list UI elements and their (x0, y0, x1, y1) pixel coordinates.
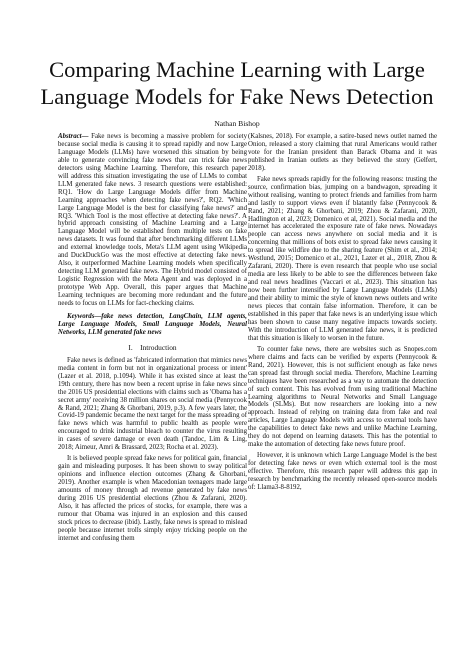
paper-title: Comparing Machine Learning with Large Language Models for Fake News Detection (40, 57, 434, 109)
abstract-label: Abstract— (58, 133, 89, 140)
keywords (58, 313, 247, 337)
paper-author: Nathan Bishop (214, 119, 260, 128)
keywords-text: fake news detection, LangChain, LLM agents, Large Language Models, Small Language Models, Neural Networks, LLM generated fake news (58, 312, 247, 336)
abstract (58, 133, 247, 308)
body-paragraph: (Kalsnes, 2018). For example, a satire-based news outlet named the Onion, released a story claiming that rural Americans would rather vote for the Iranian president than Barack Obama and it was published in Iranian outlets as they believed the story (Gelfert, 2018). (248, 133, 437, 172)
section-heading-introduction: I. Introduction (128, 342, 177, 352)
body-paragraph: Fake news is defined as 'fabricated information that mimics news media content in form but not in organizational process or intent' (Lazer et al. 2018, p.1094). While it has existed since at least the 19th century, there has now been a recent uprise in fake news since the 2016 US presidential elections with claims such as 'Obama has a secret army' receiving 38 million shares on social media (Pennycook & Rand, 2021; Zhang & Ghorbani, 2019, p.3). A few years later, the Covid-19 pandemic became the next target for the mass spreading of fake news which was harmful to public health as people were encouraged to drink industrial bleach to counter the virus resulting in cases of severe damage or even death (Tandoc, Lim & Ling, 2018; Aimeur, Amri & Brassard, 2023; Rocha et al. 2023). (58, 356, 247, 452)
keywords-label: Keywords— (67, 312, 102, 320)
body-paragraph: It is believed people spread fake news for political gain, financial gain and misleading purposes. It has been shown to sway political opinions and influence election outcomes (Zhang & Ghorbani, 2019). Another example is when Macedonian teenagers made large amounts of money through ad revenue generated by fake news during 2016 US presidential elections (Zhou & Zafarani, 2020). Also, it has affected the prices of stocks, for example, there was a rumour that Obama was injured in an explosion and this caused stock prices to decrease (ibid). Lastly, fake news is spread to mislead people because internet trolls simply enjoy tricking people on the internet and confusing them (58, 455, 247, 542)
body-paragraph: However, it is unknown which Large Language Model is the best for detecting fake news or even which external tool is the most effective. Therefore, this research paper will address this gap in research by benchmarking the recently released open-source models of: Llama3-8-8192, (248, 452, 437, 491)
body-paragraph: Fake news spreads rapidly for the following reasons: trusting the source, confirmation bias, jumping on a bandwagon, spreading it without realising, wanting to protect friends and families from harm and lastly to support views even if blatantly false (Pennycook & Rand, 2021; Zhang & Ghorbani, 2019; Zhou & Zafarani, 2020, Hadlington et al, 2023; Domenico et al, 2021). Social media and the internet has accelerated the exposure rate of fake news. Nowadays people can access news anywhere on social media and it is concerning that millions of bots exist to spread fake news causing it to spread like wildfire due to the sharing feature (Shim et al., 2014; Westlund, 2015; Domenico et al., 2021, Lazer et al., 2018, Zhou & Zafarani, 2020). There is even research that people who use social media are less likely to be able to see the differences between fake and real news headlines (Vaccari et al., 2023). This situation has now been further intensified by Large Language Models (LLMs) and their ability to mimic the style of known news outlets and write news pieces that contain false information. Therefore, it can be established in this paper that fake news is an underlying issue which has been shown to cause many negative impacts towards society. With the introduction of LLM generated fake news, it is predicted that this situation is likely to worsen in the future. (248, 175, 437, 342)
body-paragraph: To counter fake news, there are websites such as Snopes.com where claims and facts can be verified by experts (Pennycook & Rand, 2021). However, this is not sufficient enough as fake news can spread fast through social media. Therefore, Machine Learning techniques have been researched as a way to automate the detection of such content. This has evolved from using traditional Machine Learning algorithms to Neural Networks and Small Language Models (SLMs). But now researchers are looking into a new approach. Instead of relying on training data from fake and real articles, Large Language Models with access to external tools have the capabilities to detect fake news and unlike Machine Learning, they do not depend on learning datasets. This has the potential to make the automation of detecting fake news future proof. (248, 345, 437, 449)
left-column (58, 133, 247, 546)
abstract-text: Fake news is becoming a massive problem for society because social media is causing it to spread rapidly and now Large Language Models (LLMs) have worsened this situation by being able to generate convincing fake news that can trick fake news detectors using Machine Learning. Therefore, this research paper will address this situation investigating the use of LLMs to combat LLM generated fake news. 3 research questions were established: RQ1. 'How do Large Language Models differ from Machine Learning approaches when detecting fake news?', RQ2. 'Which Large Language Model is the best for classifying fake news?' and RQ3. 'Which Tool is the most effective at detecting fake news?'. A hybrid approach consisting of Machine Learning and a Large Language Model will be established from multiple tests on fake news datasets. It was found that after benchmarking different LLMs and external knowledge tools, Meta's LLM agent using Wikipedia and DuckDuckGo was the most effective at detecting fake news. Also, it outperformed Machine Learning models when specifically detecting LLM generated fake news. The Hybrid model consisted of Logistic Regression with the Meta Agent and was deployed in a prototype Web App. Overall, this paper argues that Machine Learning techniques are becoming more redundant and the future needs to focus on LLMs for fact-checking claims. (58, 133, 247, 308)
right-column (248, 133, 437, 495)
